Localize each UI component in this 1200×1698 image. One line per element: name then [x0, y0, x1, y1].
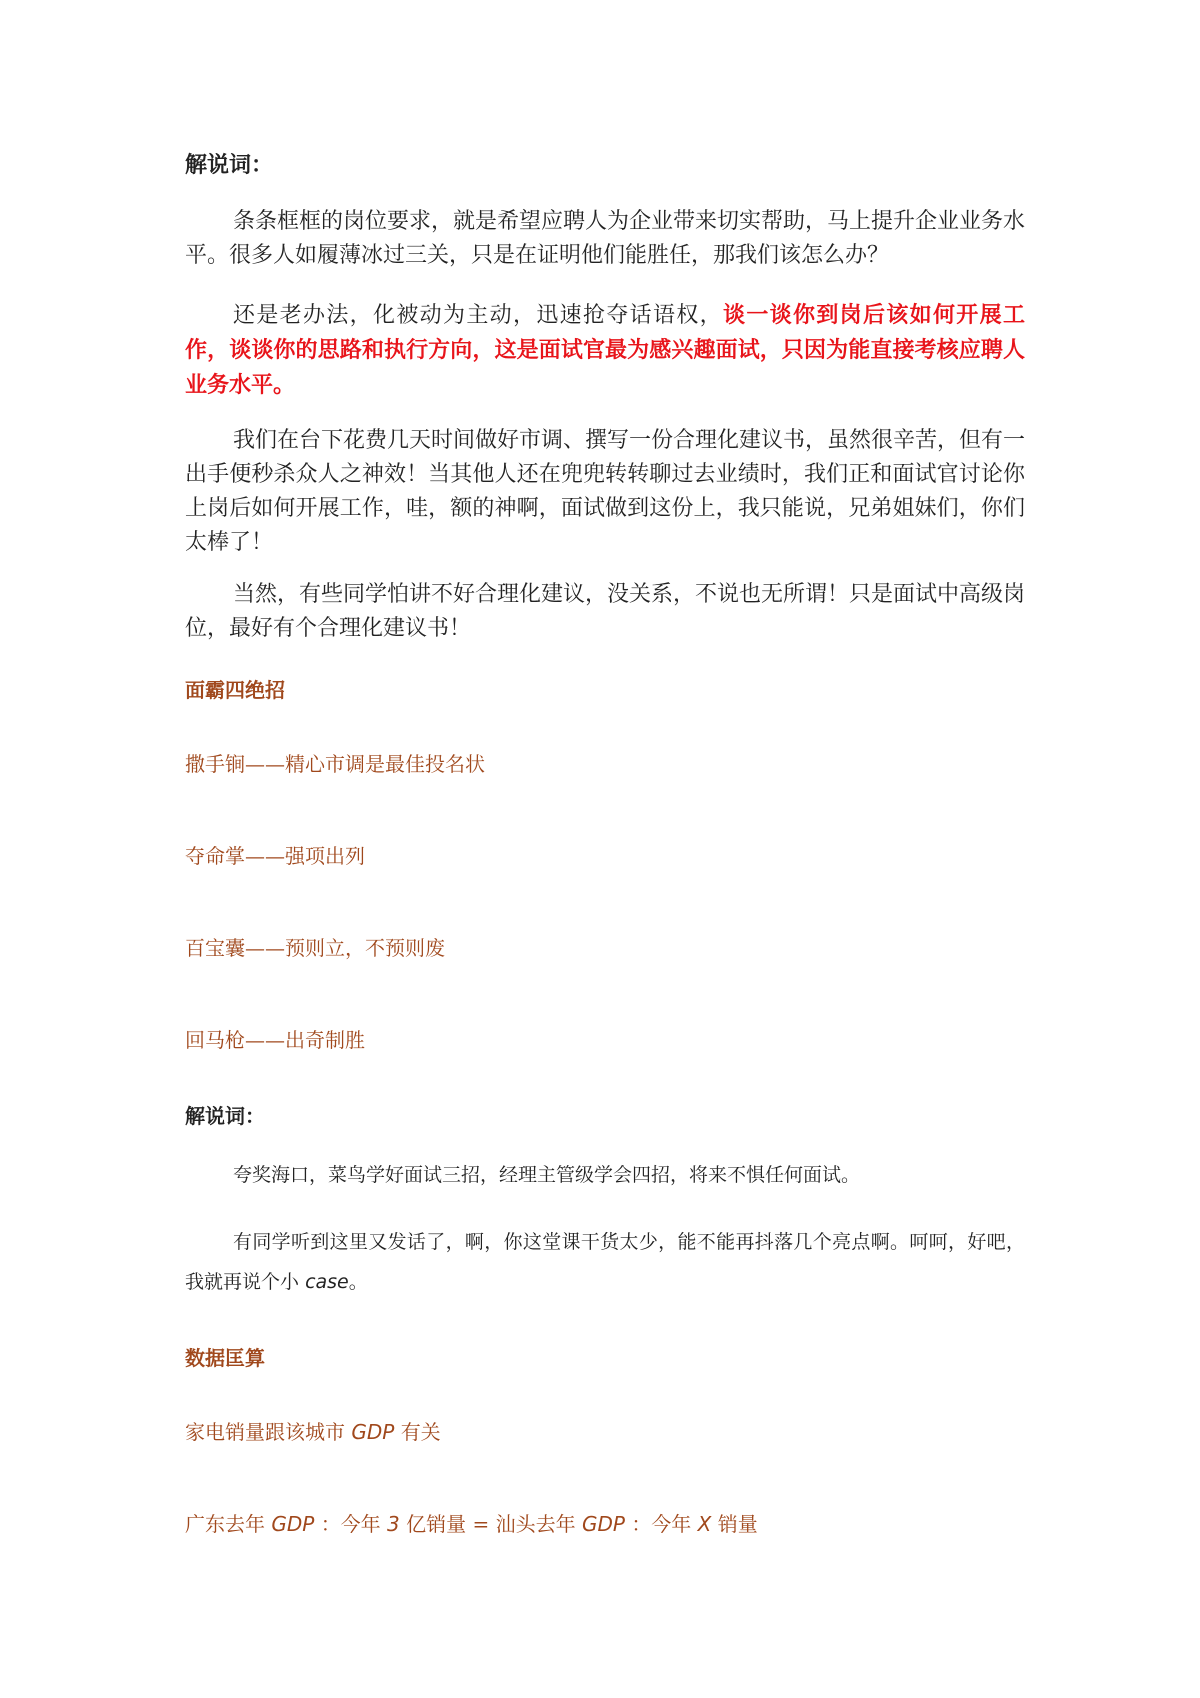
move-item-1: 撒手锏——精心市调是最佳投名状 [185, 752, 485, 776]
section2-paragraph-1: 夸奖海口，菜鸟学好面试三招，经理主管级学会四招，将来不惧任何面试。 [233, 1164, 861, 1186]
line2-g: 汕头去年 [495, 1512, 576, 1536]
line2-a: 广东去年 [185, 1512, 265, 1536]
line2-x: X [697, 1512, 712, 1536]
section1-heading: 解说词： [185, 152, 274, 178]
section2-heading: 解说词： [185, 1104, 265, 1128]
paragraph-2-highlight: 谈一谈你到岗后该如何开展工作，谈谈你的思路和执行方向，这是面试官最为感兴趣面试，只因为能直接考核应聘人业务水平。 [185, 302, 1025, 398]
line1-text-a: 家电销量跟该城市 [185, 1420, 345, 1444]
section1-paragraph-4: 当然，有些同学怕讲不好合理化建议，没关系，不说也无所谓！只是面试中高级岗位，最好有个合理化建议书！ [185, 582, 1026, 641]
data-calc-title: 数据匡算 [185, 1346, 265, 1370]
line2-equals: = [472, 1512, 490, 1536]
paragraph-2-plain: 还是老办法，化被动为主动，迅速抢夺话语权， [233, 303, 723, 328]
move-item-3: 百宝囊——预则立，不预则废 [185, 936, 445, 960]
data-calc-line-1 [185, 1416, 1025, 1445]
line2-i: ：今年 [631, 1512, 692, 1536]
line2-k: 销量 [717, 1512, 758, 1536]
section2-paragraph-2 [185, 1222, 1025, 1302]
line1-text-b: 有关 [400, 1420, 441, 1444]
move-item-2: 夺命掌——强项出列 [185, 844, 365, 868]
case-word: case [305, 1271, 349, 1293]
section1-paragraph-1: 条条框框的岗位要求，就是希望应聘人为企业带来切实帮助，马上提升企业业务水平。很多人如履薄冰过三关，只是在证明他们能胜任，那我们该怎么办？ [185, 209, 1026, 268]
line2-gdp-1: GDP [271, 1512, 315, 1536]
moves-title: 面霸四绝招 [185, 678, 285, 702]
line2-c: ：今年 [320, 1512, 381, 1536]
section1-paragraph-2 [185, 298, 1025, 403]
paragraph-2-end: 。 [348, 1271, 368, 1293]
line2-d: 3 [387, 1512, 400, 1536]
data-calc-line-2 [185, 1508, 1025, 1537]
line2-e: 亿销量 [406, 1512, 467, 1536]
paragraph-2-text: 有同学听到这里又发话了，啊，你这堂课干货太少，能不能再抖落几个亮点啊。呵呵，好吧，我就再说个小 [185, 1231, 1025, 1293]
line2-gdp-2: GDP [581, 1512, 625, 1536]
move-item-4: 回马枪——出奇制胜 [185, 1028, 365, 1052]
section1-paragraph-3: 我们在台下花费几天时间做好市调、撰写一份合理化建议书，虽然很辛苦，但有一出手便秒杀众人之神效！当其他人还在兜兜转转聊过去业绩时，我们正和面试官讨论你上岗后如何开展工作，哇，额的神啊，面试做到这份上，我只能说，兄弟姐妹们，你们太棒了！ [185, 428, 1026, 555]
line1-gdp: GDP [351, 1420, 395, 1444]
